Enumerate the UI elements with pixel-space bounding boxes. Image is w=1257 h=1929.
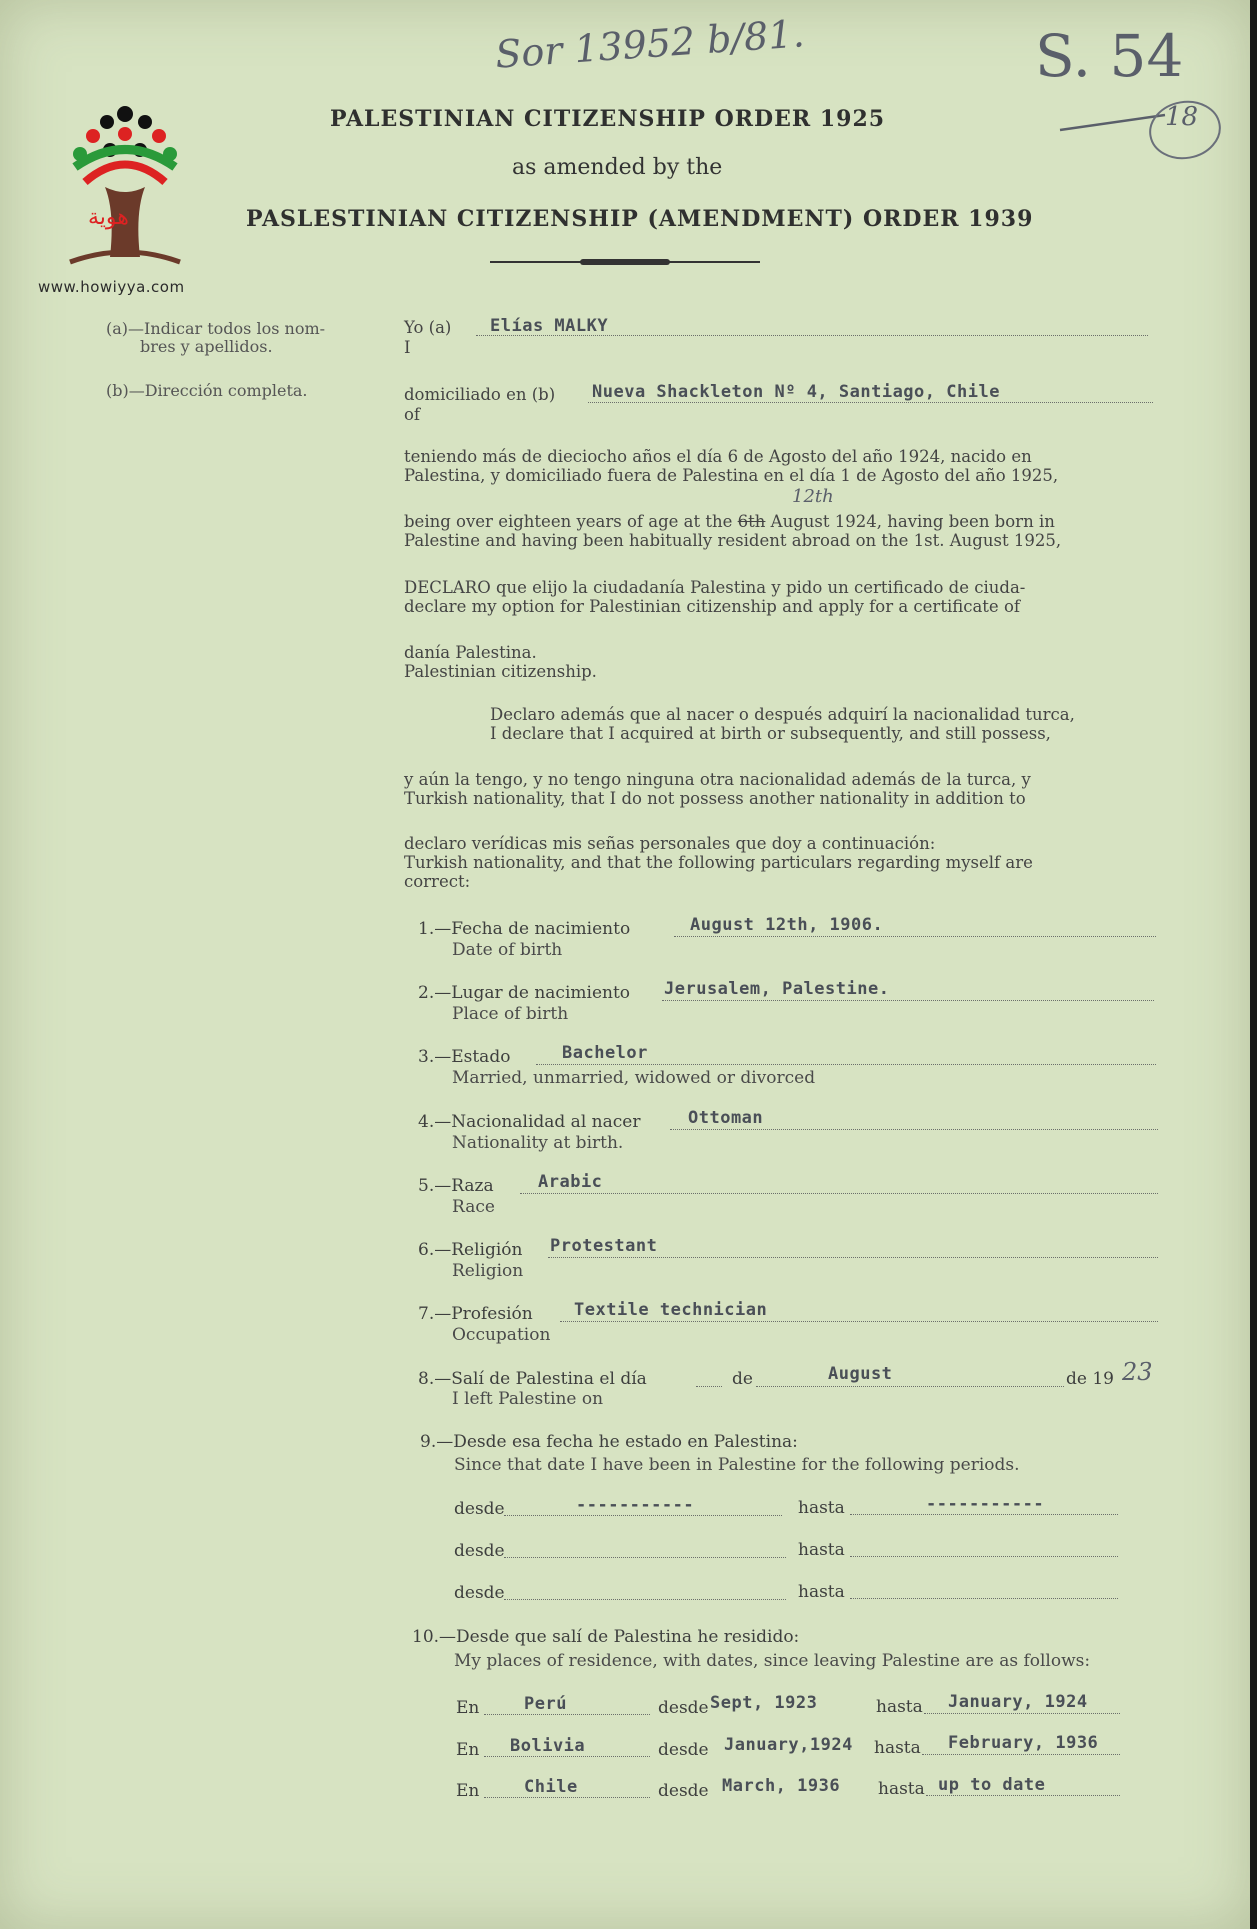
period-1-to-value: -----------: [926, 1494, 1045, 1514]
race-value: Arabic: [538, 1172, 603, 1192]
item-1-en: Date of birth: [452, 940, 563, 960]
p3-es-line3: declaro verídicas mis señas personales que doy a continuación:: [404, 834, 936, 853]
period-1-hasta: hasta: [798, 1498, 845, 1518]
residence-1-to: January, 1924: [948, 1692, 1088, 1712]
occupation-value: Textile technician: [574, 1300, 768, 1320]
of-label: of: [404, 405, 421, 424]
name-field: Elías MALKY: [490, 316, 609, 336]
item-8-de-label: de: [732, 1369, 753, 1389]
item-3-label: 3.—Estado: [418, 1047, 511, 1067]
marital-status-value: Bachelor: [562, 1043, 648, 1063]
ornamental-divider: [490, 255, 760, 269]
logo-url: www.howiyya.com: [38, 278, 185, 296]
p3-en-line3: Turkish nationality, and that the following particulars regarding myself are: [404, 853, 1033, 872]
period-1-from-value: -----------: [576, 1495, 695, 1515]
residence-2-en-label: En: [456, 1740, 480, 1760]
i-label: I: [404, 338, 411, 357]
p3-es-line1: Declaro además que al nacer o después adquirí la nacionalidad turca,: [490, 705, 1075, 724]
item-4-en: Nationality at birth.: [452, 1133, 624, 1153]
howiyya-tree-logo: [55, 92, 195, 272]
item-2-en: Place of birth: [452, 1004, 569, 1024]
residence-1-en-label: En: [456, 1698, 480, 1718]
item-10-en: My places of residence, with dates, since leaving Palestine are as follows:: [454, 1651, 1091, 1671]
yo-label: Yo (a): [404, 318, 452, 337]
residence-2-to: February, 1936: [948, 1733, 1099, 1753]
residence-3-desde: desde: [658, 1781, 709, 1801]
date-of-birth-value: August 12th, 1906.: [690, 915, 884, 935]
item-8-en: I left Palestine on: [452, 1389, 604, 1409]
item-4-label: 4.—Nacionalidad al nacer: [418, 1112, 641, 1132]
residence-3-place: Chile: [524, 1777, 578, 1797]
residence-1-place: Perú: [524, 1694, 567, 1714]
handwritten-code: S. 54: [1035, 22, 1184, 90]
handwritten-circle-number: 18: [1165, 102, 1199, 132]
item-9-label: 9.—Desde esa fecha he estado en Palestina:: [420, 1432, 798, 1452]
item-8-label: 8.—Salí de Palestina el día: [418, 1369, 647, 1389]
handwritten-reference: Sor 13952 b/81.: [493, 11, 806, 77]
item-7-en: Occupation: [452, 1325, 551, 1345]
p3-en-line4: correct:: [404, 872, 471, 891]
residence-1-desde: desde: [658, 1698, 709, 1718]
residence-2-place: Bolivia: [510, 1736, 586, 1756]
p1-es-line2: Palestina, y domiciliado fuera de Palestina en el día 1 de Agosto del año 1925,: [404, 466, 1059, 485]
p2-es-line1: DECLARO que elijo la ciudadanía Palestina y pido un certificado de ciuda-: [404, 578, 1026, 597]
p1-en-line2: Palestine and having been habitually resident abroad on the 1st. August 1925,: [404, 531, 1062, 550]
p1-es-line1: teniendo más de dieciocho años el día 6 de Agosto del año 1924, nacido en: [404, 447, 1032, 466]
p2-en-line2: Palestinian citizenship.: [404, 662, 597, 681]
residence-3-en-label: En: [456, 1781, 480, 1801]
item-10-label: 10.—Desde que salí de Palestina he residido:: [412, 1627, 800, 1647]
residence-3-hasta: hasta: [878, 1779, 925, 1799]
residence-2-hasta: hasta: [874, 1738, 921, 1758]
residence-2-desde: desde: [658, 1740, 709, 1760]
p2-en-line1: declare my option for Palestinian citizenship and apply for a certificate of: [404, 597, 1020, 616]
p1-handwritten-correction: 12th: [792, 486, 834, 507]
item-9-en: Since that date I have been in Palestine for the following periods.: [454, 1455, 1020, 1475]
logo-arabic-text: هوية: [88, 205, 129, 230]
title-line-1: PALESTINIAN CITIZENSHIP ORDER 1925: [330, 106, 886, 132]
item-2-label: 2.—Lugar de nacimiento: [418, 983, 631, 1003]
title-line-3: PASLESTINIAN CITIZENSHIP (AMENDMENT) ORDER 1939: [246, 206, 1034, 232]
place-of-birth-value: Jerusalem, Palestine.: [664, 979, 890, 999]
item-7-label: 7.—Profesión: [418, 1304, 533, 1324]
p3-es-line2: y aún la tengo, y no tengo ninguna otra nacionalidad además de la turca, y: [404, 770, 1031, 789]
left-palestine-year-value: 23: [1122, 1358, 1153, 1386]
residence-3-to: up to date: [938, 1775, 1046, 1795]
nationality-at-birth-value: Ottoman: [688, 1108, 764, 1128]
p3-en-line2: Turkish nationality, that I do not possess another nationality in addition to: [404, 789, 1026, 808]
handwritten-circle-mark: [1055, 95, 1225, 170]
period-1-desde: desde: [454, 1499, 505, 1519]
religion-value: Protestant: [550, 1236, 658, 1256]
scan-edge: [1250, 0, 1257, 1929]
item-6-en: Religion: [452, 1261, 524, 1281]
item-5-en: Race: [452, 1197, 495, 1217]
left-palestine-month-value: August: [828, 1364, 893, 1384]
item-6-label: 6.—Religión: [418, 1240, 523, 1260]
period-3-desde: desde: [454, 1583, 505, 1603]
p1-en-line1: being over eighteen years of age at the 6th August 1924, having been born in: [404, 512, 1055, 531]
item-5-label: 5.—Raza: [418, 1176, 494, 1196]
residence-1-hasta: hasta: [876, 1697, 923, 1717]
domicile-label: domiciliado en (b): [404, 385, 556, 404]
item-1-label: 1.—Fecha de nacimiento: [418, 919, 631, 939]
margin-note-b: (b)—Dirección completa.: [106, 381, 308, 400]
p2-es-line2: danía Palestina.: [404, 643, 537, 662]
residence-2-from: January,1924: [724, 1735, 853, 1755]
period-2-desde: desde: [454, 1541, 505, 1561]
period-3-hasta: hasta: [798, 1582, 845, 1602]
margin-note-a: (a)—Indicar todos los nom- bres y apellidos.: [106, 319, 326, 356]
period-2-hasta: hasta: [798, 1540, 845, 1560]
item-8-year-label: de 19: [1066, 1369, 1114, 1389]
p3-en-line1: I declare that I acquired at birth or subsequently, and still possess,: [490, 724, 1051, 743]
residence-1-from: Sept, 1923: [710, 1693, 818, 1713]
title-line-2: as amended by the: [512, 155, 723, 180]
address-field: Nueva Shackleton Nº 4, Santiago, Chile: [592, 382, 1000, 402]
item-3-en: Married, unmarried, widowed or divorced: [452, 1068, 816, 1088]
residence-3-from: March, 1936: [722, 1776, 841, 1796]
